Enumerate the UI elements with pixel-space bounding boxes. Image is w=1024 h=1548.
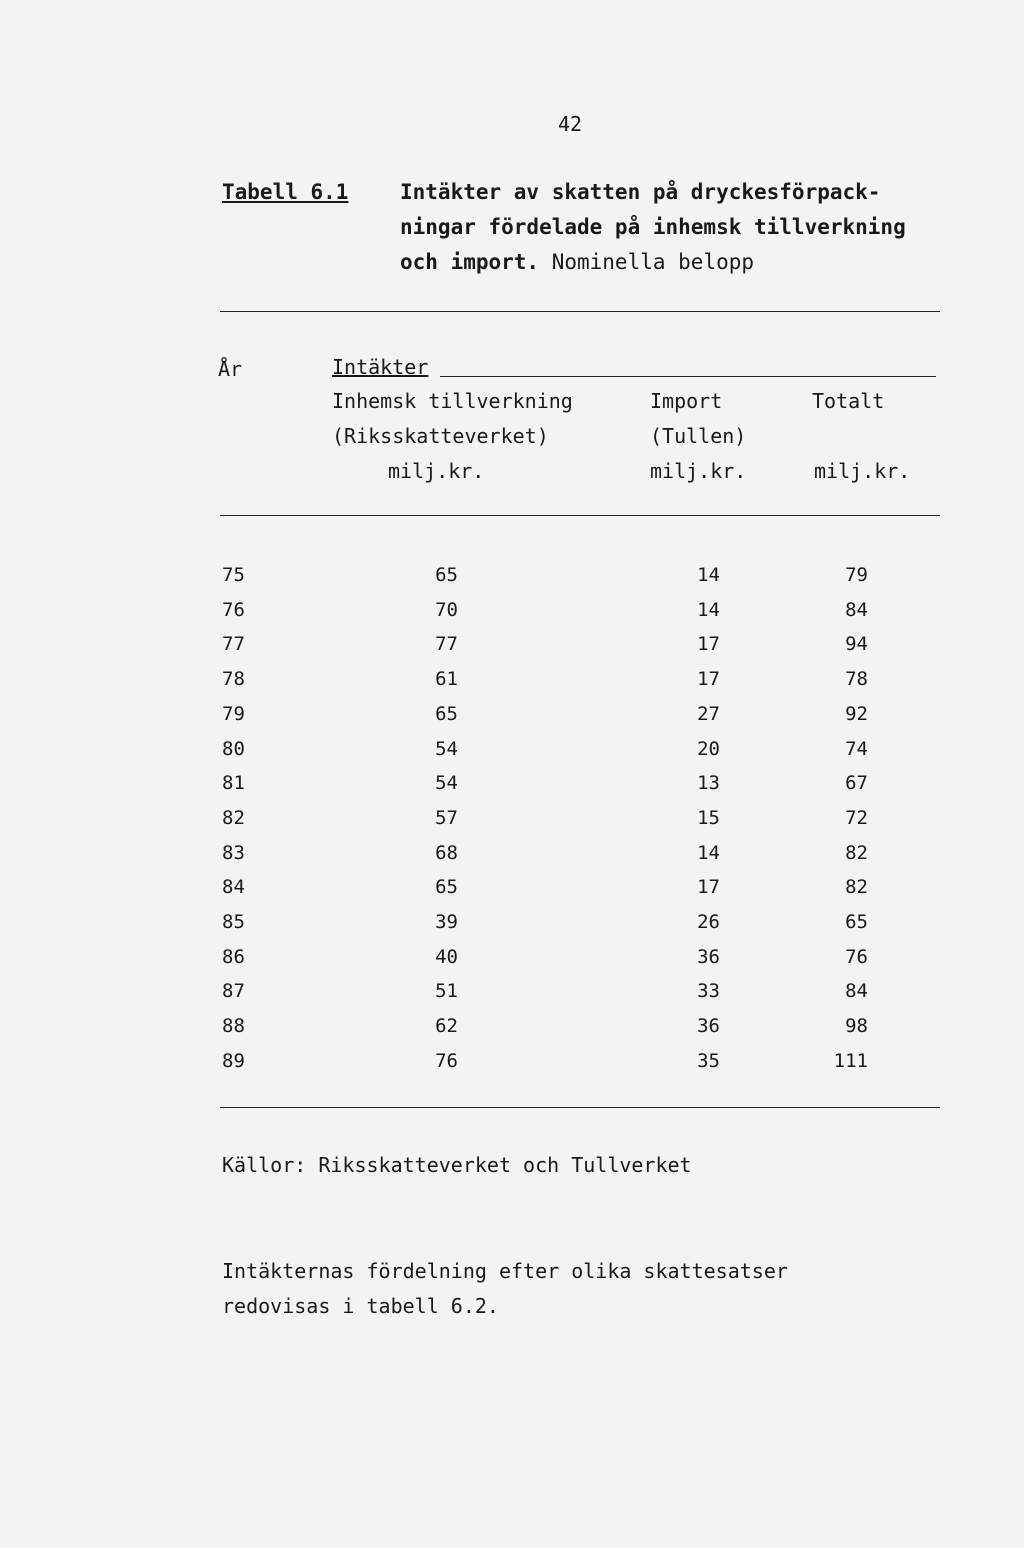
table-caption-line-1: Intäkter av skatten på dryckesförpack- bbox=[400, 180, 881, 204]
cell-import: 35 bbox=[697, 1049, 720, 1072]
header-domestic-unit: milj.kr. bbox=[388, 459, 485, 483]
cell-year: 88 bbox=[222, 1015, 245, 1038]
cell-year: 78 bbox=[222, 668, 245, 691]
table-header-rule bbox=[220, 515, 940, 516]
cell-year: 84 bbox=[222, 876, 245, 899]
table-caption-label: Tabell 6.1 bbox=[222, 180, 349, 204]
cell-domestic: 70 bbox=[435, 598, 458, 621]
cell-year: 76 bbox=[222, 598, 245, 621]
note-line-1: Intäkternas fördelning efter olika skattesatser bbox=[222, 1259, 788, 1283]
cell-total: 67 bbox=[845, 772, 868, 795]
note-line-2: redovisas i tabell 6.2. bbox=[222, 1294, 499, 1318]
cell-year: 85 bbox=[222, 911, 245, 933]
table-bottom-rule bbox=[220, 1107, 940, 1108]
cell-import: 14 bbox=[697, 564, 720, 586]
cell-year: 79 bbox=[222, 702, 245, 725]
header-group-rule bbox=[440, 376, 936, 377]
cell-import: 17 bbox=[697, 633, 720, 656]
cell-import: 20 bbox=[697, 737, 720, 760]
cell-total: 94 bbox=[845, 633, 868, 656]
cell-import: 26 bbox=[697, 911, 720, 933]
header-import: Import bbox=[650, 389, 723, 413]
cell-import: 33 bbox=[697, 980, 720, 1003]
header-import-unit: milj.kr. bbox=[650, 459, 747, 483]
cell-total: 98 bbox=[845, 1015, 868, 1038]
cell-total: 74 bbox=[845, 737, 868, 760]
cell-import: 13 bbox=[697, 772, 720, 795]
cell-import: 15 bbox=[697, 806, 720, 829]
cell-domestic: 65 bbox=[435, 564, 458, 586]
table-caption-line-3-bold: och import. bbox=[400, 250, 540, 274]
cell-total: 65 bbox=[845, 911, 868, 933]
cell-import: 17 bbox=[697, 876, 720, 899]
header-import-source: (Tullen) bbox=[650, 424, 747, 448]
cell-import: 27 bbox=[697, 702, 720, 725]
cell-domestic: 54 bbox=[435, 737, 458, 760]
cell-domestic: 65 bbox=[435, 876, 458, 899]
cell-year: 75 bbox=[222, 564, 245, 586]
cell-total: 84 bbox=[845, 598, 868, 621]
cell-total: 76 bbox=[845, 945, 868, 968]
table-caption-line-3-rest: Nominella belopp bbox=[539, 250, 755, 274]
cell-total: 72 bbox=[845, 806, 868, 829]
cell-year: 82 bbox=[222, 806, 245, 829]
header-year: År bbox=[218, 357, 243, 381]
cell-total: 111 bbox=[833, 1049, 868, 1072]
page-number: 42 bbox=[558, 112, 583, 136]
cell-year: 86 bbox=[222, 945, 245, 968]
cell-import: 17 bbox=[697, 668, 720, 691]
table-top-rule bbox=[220, 311, 940, 312]
header-total: Totalt bbox=[812, 389, 885, 413]
cell-import: 14 bbox=[697, 841, 720, 864]
cell-year: 77 bbox=[222, 633, 245, 656]
cell-import: 36 bbox=[697, 1015, 720, 1038]
table-source: Källor: Riksskatteverket och Tullverket bbox=[222, 1153, 692, 1177]
cell-total: 78 bbox=[845, 668, 868, 691]
cell-import: 14 bbox=[697, 598, 720, 621]
cell-year: 83 bbox=[222, 841, 245, 864]
cell-year: 80 bbox=[222, 737, 245, 760]
cell-domestic: 51 bbox=[435, 980, 458, 1003]
cell-domestic: 62 bbox=[435, 1015, 458, 1038]
header-group: Intäkter bbox=[332, 355, 429, 379]
cell-year: 89 bbox=[222, 1049, 245, 1072]
header-domestic: Inhemsk tillverkning bbox=[332, 389, 573, 413]
cell-year: 81 bbox=[222, 772, 245, 795]
cell-domestic: 61 bbox=[435, 668, 458, 691]
cell-import: 36 bbox=[697, 945, 720, 968]
cell-domestic: 40 bbox=[435, 945, 458, 968]
cell-domestic: 54 bbox=[435, 772, 458, 795]
cell-year: 87 bbox=[222, 980, 245, 1003]
cell-total: 84 bbox=[845, 980, 868, 1003]
table-caption-line-3 bbox=[400, 250, 754, 274]
header-domestic-source: (Riksskatteverket) bbox=[332, 424, 549, 448]
cell-total: 79 bbox=[845, 564, 868, 586]
header-total-unit: milj.kr. bbox=[814, 459, 911, 483]
cell-domestic: 77 bbox=[435, 633, 458, 656]
cell-domestic: 65 bbox=[435, 702, 458, 725]
cell-domestic: 76 bbox=[435, 1049, 458, 1072]
cell-total: 82 bbox=[845, 841, 868, 864]
cell-domestic: 57 bbox=[435, 806, 458, 829]
table-caption-line-2: ningar fördelade på inhemsk tillverkning bbox=[400, 215, 906, 239]
cell-total: 82 bbox=[845, 876, 868, 899]
cell-domestic: 68 bbox=[435, 841, 458, 864]
cell-total: 92 bbox=[845, 702, 868, 725]
cell-domestic: 39 bbox=[435, 911, 458, 933]
